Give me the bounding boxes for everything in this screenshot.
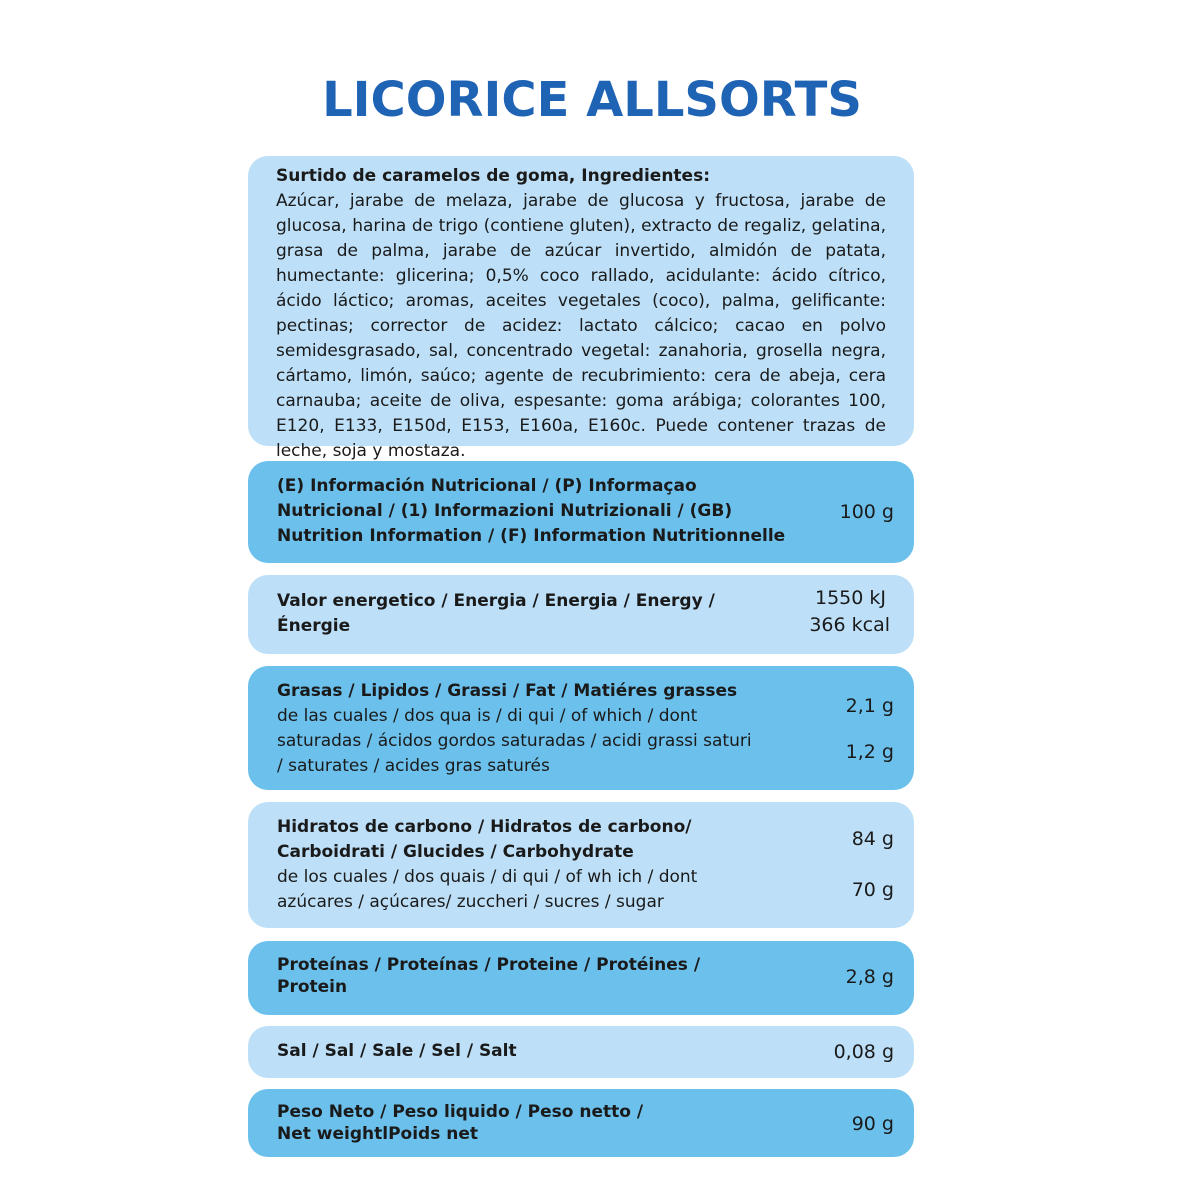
energy-value-kcal: 366 kcal xyxy=(809,614,890,636)
fat-row xyxy=(248,666,914,790)
net-weight-value: 90 g xyxy=(851,1113,894,1135)
carbohydrate-title-line: Carboidrati / Glucides / Carbohydrate xyxy=(277,842,634,862)
ingredients-panel xyxy=(248,156,914,461)
product-title: LICORICE ALLSORTS xyxy=(322,72,862,128)
carbohydrate-row xyxy=(248,802,914,928)
ingredients-heading: Surtido de caramelos de goma, Ingredientes: xyxy=(276,166,710,186)
protein-row xyxy=(248,941,914,1015)
fat-sub-line: saturadas / ácidos gordos saturadas / acidi grassi saturi xyxy=(277,731,752,751)
net-weight-label xyxy=(277,1101,643,1145)
protein-label xyxy=(277,954,700,998)
energy-label-line: Énergie xyxy=(277,616,351,636)
fat-value: 2,1 g xyxy=(845,695,894,717)
nutrition-header-line: (E) Información Nutricional / (P) Informaçao xyxy=(277,476,697,496)
energy-label-line: Valor energetico / Energia / Energia / Energy / xyxy=(277,591,715,611)
sugar-value: 70 g xyxy=(851,879,894,901)
carbohydrate-title-line: Hidratos de carbono / Hidratos de carbono/ xyxy=(277,817,692,837)
carbohydrate-label xyxy=(277,815,697,915)
nutrition-header-label xyxy=(277,474,785,549)
fat-title: Grasas / Lipidos / Grassi / Fat / Matiéres grasses xyxy=(277,681,738,701)
energy-value xyxy=(809,585,890,639)
nutrition-header-line: Nutrition Information / (F) Information Nutritionnelle xyxy=(277,526,786,546)
nutrition-header-value: 100 g xyxy=(839,501,894,523)
fat-sub-line: / saturates / acides gras saturés xyxy=(277,756,550,776)
nutrition-header-row xyxy=(248,461,914,563)
energy-row xyxy=(248,575,914,654)
protein-value: 2,8 g xyxy=(845,966,894,988)
carbohydrate-value: 84 g xyxy=(851,828,894,850)
salt-row xyxy=(248,1026,914,1078)
nutrition-header-line: Nutricional / (1) Informazioni Nutrizionali / (GB) xyxy=(277,501,733,521)
net-weight-label-line: Peso Neto / Peso liquido / Peso netto / xyxy=(277,1102,644,1122)
energy-value-kj: 1550 kJ xyxy=(815,587,886,609)
net-weight-row xyxy=(248,1089,914,1157)
net-weight-label-line: Net weightlPoids net xyxy=(277,1124,479,1144)
energy-label xyxy=(277,589,715,639)
ingredients-text: Azúcar, jarabe de melaza, jarabe de glucosa y fructosa, jarabe de glucosa, harina de trigo (contiene gluten), extracto de regaliz, gelatina, grasa de palma, jarabe de azúcar invertido, almidón de patata, humectante: glicerina; 0,5% coco rallado, acidulante: ácido cítrico, ácido láctico; aromas, aceites vegetales (coco), palma, gelificante: pectinas; corrector de acidez: lactato cálcico; cacao en polvo semidesgrasado, sal, concentrado vegetal: zanahoria, grosella negra, cártamo, limón, saúco; agente de recubrimiento: cera de abeja, cera carnauba; aceite de oliva, espesante: goma arábiga; colorantes 100, E120, E133, E150d, E153, E160a, E160c. Puede contener trazas de leche, soja y mostaza. xyxy=(276,191,886,461)
salt-value: 0,08 g xyxy=(833,1041,894,1063)
carbohydrate-sub-line: de los cuales / dos quais / di qui / of wh ich / dont xyxy=(277,867,698,887)
salt-label: Sal / Sal / Sale / Sel / Salt xyxy=(277,1041,517,1061)
protein-label-line: Proteínas / Proteínas / Proteine / Protéines / xyxy=(277,955,701,975)
fat-label xyxy=(277,679,752,779)
saturated-fat-value: 1,2 g xyxy=(845,741,894,763)
fat-sub-line: de las cuales / dos qua is / di qui / of which / dont xyxy=(277,706,698,726)
carbohydrate-sub-line: azúcares / açúcares/ zuccheri / sucres / sugar xyxy=(277,892,664,912)
protein-label-line: Protein xyxy=(277,977,348,997)
